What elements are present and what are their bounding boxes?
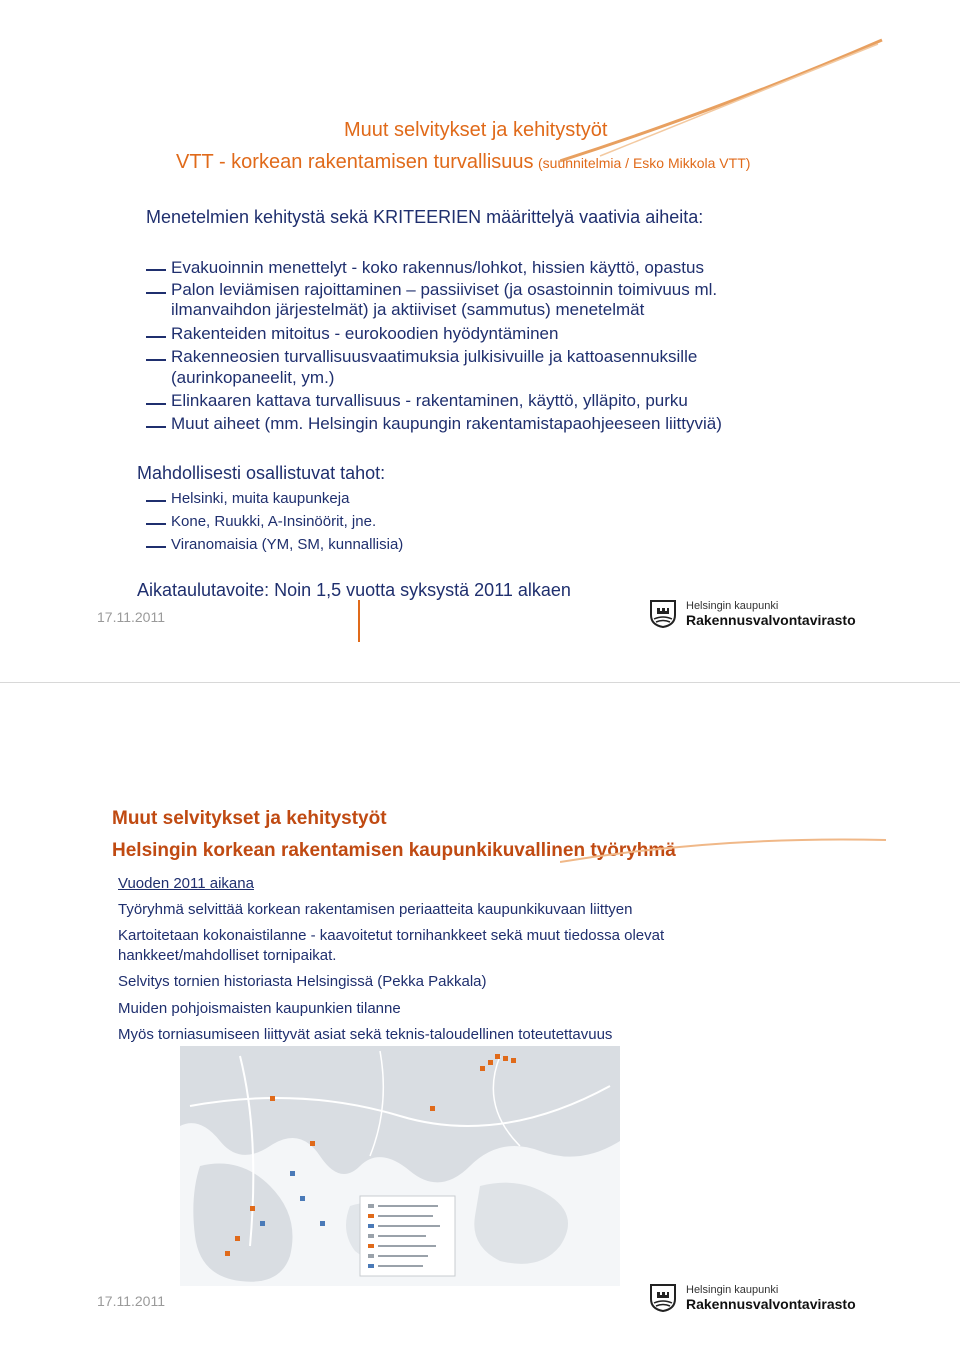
slide-date: 17.11.2011 — [97, 609, 165, 625]
bullet-evakuointi: Evakuoinnin menettelyt - koko rakennus/lohkot, hissien käyttö, opastus — [171, 258, 704, 277]
decorative-swoosh-graphic — [560, 36, 890, 166]
bullet-rakenteiden-mitoitus: Rakenteiden mitoitus - eurokoodien hyödyntäminen — [171, 324, 559, 343]
helsinki-crest-icon — [650, 1284, 676, 1312]
bullet-dash — [146, 523, 166, 525]
logo-line-2: Rakennusvalvontavirasto — [686, 612, 856, 628]
subtitle-main: VTT - korkean rakentamisen turvallisuus — [176, 151, 534, 173]
bullet-dash — [146, 336, 166, 338]
logo-line-1: Helsingin kaupunki — [686, 600, 779, 612]
slide-title: Muut selvitykset ja kehitystyöt — [344, 119, 608, 141]
logo-text — [686, 600, 856, 628]
slide-separator — [0, 682, 960, 683]
item-kartoitetaan-line2: hankkeet/mahdolliset tornipaikat. — [118, 947, 337, 964]
slide-1 — [0, 0, 960, 683]
schedule-text: Aikataulutavoite: Noin 1,5 vuotta syksystä 2011 alkaen — [137, 580, 571, 600]
bullet-dash — [146, 403, 166, 405]
participant-kone: Kone, Ruukki, A-Insinöörit, jne. — [171, 513, 377, 530]
participants-heading: Mahdollisesti osallistuvat tahot: — [137, 463, 386, 483]
item-pohjoismaat: Muiden pohjoismaisten kaupunkien tilanne — [118, 1000, 401, 1017]
bullet-dash — [146, 500, 166, 502]
subtitle-author: (suunnitelmia / Esko Mikkola VTT) — [538, 155, 751, 171]
slide-title: Muut selvitykset ja kehitystyöt — [112, 808, 387, 829]
bullet-dash — [146, 292, 166, 294]
slide-subtitle — [176, 151, 750, 174]
helsinki-logo — [650, 1284, 856, 1312]
bullet-dash — [146, 426, 166, 428]
slide-2 — [0, 684, 960, 1367]
accent-bar — [358, 600, 360, 642]
bullet-dash — [146, 359, 166, 361]
slide-subtitle: Helsingin korkean rakentamisen kaupunkikuvallinen työryhmä — [112, 840, 676, 861]
helsinki-map-image — [180, 1046, 620, 1286]
helsinki-logo — [650, 600, 856, 628]
item-tyoryhma: Työryhmä selvittää korkean rakentamisen periaatteita kaupunkikuvaan liittyen — [118, 901, 633, 918]
bullet-dash — [146, 269, 166, 271]
bullet-palon-leviaminen-line2: ilmanvaihdon järjestelmät) ja aktiiviset (sammutus) menetelmät — [171, 300, 645, 319]
bullet-muut-aiheet: Muut aiheet (mm. Helsingin kaupungin rakentamistapaohjeeseen liittyviä) — [171, 414, 722, 433]
logo-line-1: Helsingin kaupunki — [686, 1284, 779, 1296]
bullet-dash — [146, 546, 166, 548]
item-torniasuminen: Myös torniasumiseen liittyvät asiat sekä teknis-taloudellinen toteutettavuus — [118, 1026, 613, 1043]
slide-date: 17.11.2011 — [97, 1293, 165, 1309]
logo-text — [686, 1284, 856, 1312]
item-historia: Selvitys tornien historiasta Helsingissä (Pekka Pakkala) — [118, 973, 487, 990]
item-kartoitetaan-line1: Kartoitetaan kokonaistilanne - kaavoitetut tornihankkeet sekä muut tiedossa olevat — [118, 927, 665, 944]
participant-helsinki: Helsinki, muita kaupunkeja — [171, 490, 350, 507]
period-label: Vuoden 2011 aikana — [118, 875, 254, 892]
helsinki-crest-icon — [650, 600, 676, 628]
bullet-palon-leviaminen-line1: Palon leviämisen rajoittaminen – passiiviset (ja osastoinnin toimivuus ml. — [171, 280, 718, 299]
section-heading: Menetelmien kehitystä sekä KRITEERIEN määrittelyä vaativia aiheita: — [146, 207, 704, 227]
bullet-rakenneosien-line2: (aurinkopaneelit, ym.) — [171, 368, 335, 387]
participant-viranomaisia: Viranomaisia (YM, SM, kunnallisia) — [171, 536, 404, 553]
logo-line-2: Rakennusvalvontavirasto — [686, 1296, 856, 1312]
decorative-swoosh-graphic — [560, 830, 890, 870]
bullet-rakenneosien-line1: Rakenneosien turvallisuusvaatimuksia julkisivuille ja kattoasennuksille — [171, 347, 698, 366]
bullet-elinkaari: Elinkaaren kattava turvallisuus - rakentaminen, käyttö, ylläpito, purku — [171, 391, 688, 410]
